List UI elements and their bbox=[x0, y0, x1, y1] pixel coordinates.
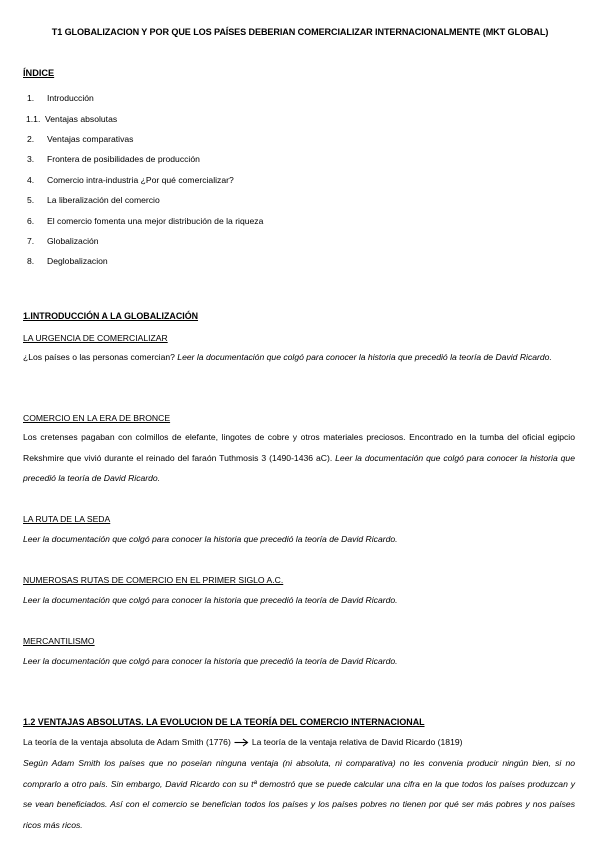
toc-item bbox=[23, 251, 563, 271]
toc-item-label: Introducción bbox=[47, 93, 94, 104]
david-ricardo-theory: La teoría de la ventaja relativa de David Ricardo (1819) bbox=[251, 737, 463, 747]
toc-item-label: Ventajas absolutas bbox=[45, 113, 118, 124]
toc-item-number: 8. bbox=[27, 256, 35, 267]
subsection-mercantilismo-title: MERCANTILISMO bbox=[23, 636, 95, 646]
subsection-urgencia-text bbox=[23, 347, 575, 368]
section-1-2-title: 1.2 VENTAJAS ABSOLUTAS. LA EVOLUCION DE LA TEORÍA DEL COMERCIO INTERNACIONAL bbox=[23, 717, 425, 727]
right-arrow-icon bbox=[234, 738, 249, 747]
section-1-title: 1.INTRODUCCIÓN A LA GLOBALIZACIÓN bbox=[23, 311, 199, 321]
subsection-rutas-title: NUMEROSAS RUTAS DE COMERCIO EN EL PRIMER SIGLO A.C. bbox=[23, 575, 284, 585]
subsection-bronce-text bbox=[23, 427, 575, 489]
body-text: ¿Los países o las personas comercian? bbox=[23, 352, 175, 362]
toc-item bbox=[23, 231, 563, 251]
toc-item-label: La liberalización del comercio bbox=[47, 195, 160, 206]
toc-item-label: El comercio fomenta una mejor distribución de la riqueza bbox=[47, 215, 264, 226]
toc-item bbox=[23, 170, 563, 190]
reading-note: Leer la documentación que colgó para conocer la historia que precedió la teoría de David Ricardo. bbox=[23, 534, 398, 544]
table-of-contents bbox=[23, 88, 563, 272]
reading-note: Leer la documentación que colgó para conocer la historia que precedió la teoría de David Ricardo. bbox=[177, 352, 552, 362]
toc-item-number: 1.1. bbox=[26, 113, 41, 124]
toc-item-number: 5. bbox=[27, 195, 35, 206]
adam-smith-theory: La teoría de la ventaja absoluta de Adam Smith (1776) bbox=[23, 737, 231, 747]
body-text: Los cretenses pagaban con colmillos de elefante, lingotes de cobre y otros materiales preciosos. Encontrado en la tumba del oficial egipcio Rekshmire que vivió durante el reinado del faraón Tuthmosis 3 (1490-1436 aC). bbox=[23, 432, 575, 463]
reading-note: Leer la documentación que colgó para conocer la historia que precedió la teoría de David Ricardo. bbox=[23, 595, 398, 605]
subsection-bronce-title: COMERCIO EN LA ERA DE BRONCE bbox=[23, 413, 171, 423]
reading-note: Leer la documentación que colgó para conocer la historia que precedió la teoría de David Ricardo. bbox=[23, 656, 398, 666]
toc-item-label: Deglobalizacion bbox=[47, 256, 108, 267]
subsection-urgencia-title: LA URGENCIA DE COMERCIALIZAR bbox=[23, 333, 168, 343]
theory-explanation: Según Adam Smith los países que no poseían ninguna ventaja (ni absoluta, ni comparativa) no les convenia producir ningún bien, si no comprarlo a otro país. Sin embargo, David Ricardo con su tª demostró que se puede calcular una cifra en la que todos los países produzcan y se vean beneficiados. Así con el comercio se benefician todos los países y los países pobres no tienen por qué ser más pobres y nos países ricos más ricos. bbox=[23, 758, 575, 831]
subsection-seda-title: LA RUTA DE LA SEDA bbox=[23, 514, 111, 524]
toc-item bbox=[23, 149, 563, 169]
toc-item-label: Ventajas comparativas bbox=[47, 133, 134, 144]
toc-item bbox=[23, 108, 563, 128]
theory-evolution-line bbox=[23, 732, 575, 753]
document-title: T1 GLOBALIZACION Y POR QUE LOS PAÍSES DEBERIAN COMERCIALIZAR INTERNACIONALMENTE (MKT GLOBAL) bbox=[51, 27, 549, 37]
toc-item-number: 6. bbox=[27, 215, 35, 226]
toc-item-label: Comercio intra-industria ¿Por qué comercializar? bbox=[47, 174, 234, 185]
toc-item-label: Frontera de posibilidades de producción bbox=[47, 154, 200, 165]
toc-item-number: 1. bbox=[27, 93, 35, 104]
index-heading: ÍNDICE bbox=[23, 68, 55, 78]
toc-item-label: Globalización bbox=[47, 235, 99, 246]
toc-item bbox=[23, 88, 563, 108]
reading-note: Leer la documentación que colgó para conocer la historia que precedió la teoría de David Ricardo. bbox=[23, 452, 575, 484]
toc-item bbox=[23, 190, 563, 210]
toc-item-number: 4. bbox=[27, 174, 35, 185]
toc-item bbox=[23, 210, 563, 230]
toc-item bbox=[23, 129, 563, 149]
toc-item-number: 3. bbox=[27, 154, 35, 165]
toc-item-number: 7. bbox=[27, 235, 35, 246]
toc-item-number: 2. bbox=[27, 133, 35, 144]
